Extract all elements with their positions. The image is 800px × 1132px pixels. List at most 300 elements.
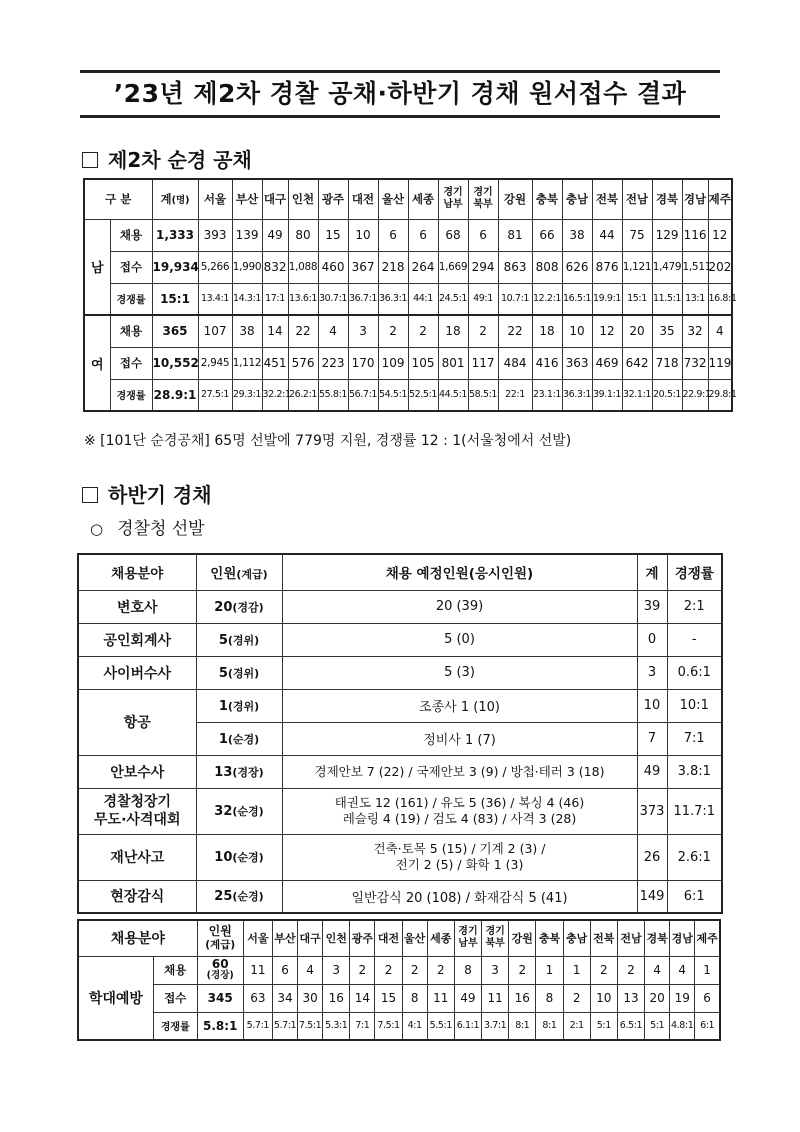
value-cell: 3.7:1	[482, 1012, 509, 1040]
count-cell: 25(순경)	[196, 880, 282, 913]
gender-cell: 남	[84, 219, 110, 315]
value-cell: 12	[592, 315, 622, 347]
value-cell: 1,112	[232, 347, 262, 379]
total-cell: 0	[637, 623, 667, 656]
section-heading-public-recruitment	[82, 144, 252, 173]
count-cell: 1(순경)	[196, 722, 282, 755]
header-count: 인원 (계급)	[197, 920, 243, 956]
value-cell: 54.5:1	[378, 379, 408, 411]
value-cell: 13:1	[682, 283, 708, 315]
rate-cell: 10:1	[667, 689, 722, 722]
value-cell: 75	[622, 219, 652, 251]
value-cell: 1	[536, 956, 563, 984]
value-cell: 4:1	[402, 1012, 427, 1040]
value-cell: 36.7:1	[348, 283, 378, 315]
table-header-row	[78, 920, 720, 956]
plan-cell: 태권도 12 (161) / 유도 5 (36) / 복싱 4 (46) 레슬링 4 (19) / 검도 4 (83) / 사격 3 (28)	[282, 788, 637, 834]
value-cell: 15	[375, 984, 402, 1012]
value-cell: 808	[532, 251, 562, 283]
header-region: 전북	[592, 179, 622, 219]
header-region: 대전	[348, 179, 378, 219]
value-cell: 10	[590, 984, 617, 1012]
value-cell: 20	[645, 984, 670, 1012]
row-label: 접수	[153, 984, 197, 1012]
value-cell: 19	[670, 984, 695, 1012]
header-region: 경기 남부	[438, 179, 468, 219]
value-cell: 63	[243, 984, 272, 1012]
plan-cell: 정비사 1 (7)	[282, 722, 637, 755]
value-cell: 35	[652, 315, 682, 347]
value-cell: 1	[695, 956, 720, 984]
value-cell: 27.5:1	[198, 379, 232, 411]
value-cell: 18	[438, 315, 468, 347]
field-cell: 학대예방	[78, 956, 153, 1040]
total-cell: 149	[637, 880, 667, 913]
header-region: 경기 북부	[468, 179, 498, 219]
header-total: 계(명)	[152, 179, 198, 219]
value-cell: 29.3:1	[232, 379, 262, 411]
value-cell: 58.5:1	[468, 379, 498, 411]
value-cell: 8:1	[509, 1012, 536, 1040]
footnote: ※ [101단 순경공채] 65명 선발에 779명 지원, 경쟁률 12 : 1(서울청에서 선발)	[84, 433, 572, 449]
header-total: 계	[637, 554, 667, 590]
value-cell: 11	[243, 956, 272, 984]
header-region: 대전	[375, 920, 402, 956]
value-cell: 20.5:1	[652, 379, 682, 411]
field-cell: 안보수사	[78, 755, 196, 788]
row-label: 채용	[110, 219, 152, 251]
value-cell: 6	[695, 984, 720, 1012]
total-cell: 39	[637, 590, 667, 623]
header-region: 울산	[378, 179, 408, 219]
total-cell: 49	[637, 755, 667, 788]
value-cell: 39.1:1	[592, 379, 622, 411]
value-cell: 7:1	[350, 1012, 375, 1040]
header-plan: 채용 예정인원(응시인원)	[282, 554, 637, 590]
value-cell: 139	[232, 219, 262, 251]
public-recruitment-table	[83, 178, 737, 412]
value-cell: 6	[272, 956, 297, 984]
value-cell: 29.8:1	[708, 379, 732, 411]
value-cell: 2:1	[563, 1012, 590, 1040]
value-cell: 460	[318, 251, 348, 283]
total-cell: 365	[152, 315, 198, 347]
value-cell: 20	[622, 315, 652, 347]
value-cell: 32	[682, 315, 708, 347]
header-region: 충남	[562, 179, 592, 219]
value-cell: 1,088	[288, 251, 318, 283]
header-region: 충남	[563, 920, 590, 956]
header-region: 서울	[198, 179, 232, 219]
header-region: 세종	[408, 179, 438, 219]
value-cell: 44	[592, 219, 622, 251]
field-cell: 항공	[78, 689, 196, 755]
value-cell: 451	[262, 347, 288, 379]
table-row	[84, 347, 732, 379]
header-region: 세종	[427, 920, 454, 956]
sub-heading: ○ 경찰청 선발	[90, 519, 205, 539]
count-cell: 20(경감)	[196, 590, 282, 623]
table-header-row	[78, 554, 722, 590]
value-cell: 2	[563, 984, 590, 1012]
header-region: 충북	[532, 179, 562, 219]
header-region: 강원	[498, 179, 532, 219]
value-cell: 2	[617, 956, 644, 984]
rate-cell: 11.7:1	[667, 788, 722, 834]
value-cell: 3	[482, 956, 509, 984]
table-row	[78, 689, 722, 722]
section-heading-text: 제2차 순경 공채	[108, 148, 252, 172]
rate-cell: 2.6:1	[667, 834, 722, 880]
header-region: 대구	[262, 179, 288, 219]
table-row	[78, 1012, 720, 1040]
value-cell: 876	[592, 251, 622, 283]
value-cell: 66	[532, 219, 562, 251]
value-cell: 626	[562, 251, 592, 283]
value-cell: 49:1	[468, 283, 498, 315]
table-row	[78, 984, 720, 1012]
header-region: 광주	[350, 920, 375, 956]
value-cell: 1,479	[652, 251, 682, 283]
value-cell: 16	[509, 984, 536, 1012]
header-region: 전북	[590, 920, 617, 956]
value-cell: 5:1	[590, 1012, 617, 1040]
value-cell: 2	[378, 315, 408, 347]
value-cell: 16	[323, 984, 350, 1012]
value-cell: 13.6:1	[288, 283, 318, 315]
value-cell: 16.5:1	[562, 283, 592, 315]
value-cell: 30.7:1	[318, 283, 348, 315]
value-cell: 3	[348, 315, 378, 347]
value-cell: 6.1:1	[454, 1012, 481, 1040]
header-region: 인천	[288, 179, 318, 219]
value-cell: 1,669	[438, 251, 468, 283]
value-cell: 2,945	[198, 347, 232, 379]
value-cell: 4	[670, 956, 695, 984]
value-cell: 2	[375, 956, 402, 984]
value-cell: 2	[590, 956, 617, 984]
value-cell: 11	[427, 984, 454, 1012]
value-cell: 5.7:1	[272, 1012, 297, 1040]
value-cell: 32.1:1	[622, 379, 652, 411]
value-cell: 218	[378, 251, 408, 283]
value-cell: 7.5:1	[375, 1012, 402, 1040]
plan-cell: 5 (3)	[282, 656, 637, 689]
rate-cell: 6:1	[667, 880, 722, 913]
value-cell: 49	[262, 219, 288, 251]
value-cell: 484	[498, 347, 532, 379]
total-cell: 10,552	[152, 347, 198, 379]
value-cell: 22:1	[498, 379, 532, 411]
value-cell: 38	[562, 219, 592, 251]
value-cell: 202	[708, 251, 732, 283]
header-region: 강원	[509, 920, 536, 956]
total-cell: 28.9:1	[152, 379, 198, 411]
value-cell: 49	[454, 984, 481, 1012]
value-cell: 15:1	[622, 283, 652, 315]
value-cell: 56.7:1	[348, 379, 378, 411]
value-cell: 2	[509, 956, 536, 984]
value-cell: 10.7:1	[498, 283, 532, 315]
field-cell: 사이버수사	[78, 656, 196, 689]
value-cell: 18	[532, 315, 562, 347]
field-cell: 변호사	[78, 590, 196, 623]
plan-cell: 조종사 1 (10)	[282, 689, 637, 722]
value-cell: 2	[350, 956, 375, 984]
value-cell: 13.4:1	[198, 283, 232, 315]
value-cell: 1,990	[232, 251, 262, 283]
value-cell: 4	[318, 315, 348, 347]
value-cell: 19.9:1	[592, 283, 622, 315]
value-cell: 4.8:1	[670, 1012, 695, 1040]
rate-cell: 0.6:1	[667, 656, 722, 689]
table-row	[78, 623, 722, 656]
header-region: 경북	[645, 920, 670, 956]
value-cell: 170	[348, 347, 378, 379]
header-region: 부산	[232, 179, 262, 219]
checkbox-square-icon	[82, 487, 98, 503]
count-cell: 5(경위)	[196, 656, 282, 689]
rate-cell: 7:1	[667, 722, 722, 755]
value-cell: 22	[288, 315, 318, 347]
value-cell: 68	[438, 219, 468, 251]
total-cell: 26	[637, 834, 667, 880]
table-row	[78, 880, 722, 913]
value-cell: 34	[272, 984, 297, 1012]
value-cell: 23.1:1	[532, 379, 562, 411]
value-cell: 264	[408, 251, 438, 283]
rate-cell: 3.8:1	[667, 755, 722, 788]
value-cell: 2	[468, 315, 498, 347]
header-category: 구 분	[84, 179, 152, 219]
header-region: 경기 남부	[454, 920, 481, 956]
value-cell: 6	[378, 219, 408, 251]
table-row	[78, 956, 720, 984]
section-heading-text: 하반기 경채	[108, 483, 212, 507]
header-count: 인원(계급)	[196, 554, 282, 590]
row-label: 경쟁률	[110, 283, 152, 315]
value-cell: 11.5:1	[652, 283, 682, 315]
value-cell: 8	[402, 984, 427, 1012]
value-cell: 2	[402, 956, 427, 984]
row-label: 접수	[110, 347, 152, 379]
total-cell: 60 (경장)	[197, 956, 243, 984]
value-cell: 294	[468, 251, 498, 283]
table-row	[78, 788, 722, 834]
value-cell: 363	[562, 347, 592, 379]
value-cell: 22	[498, 315, 532, 347]
value-cell: 576	[288, 347, 318, 379]
value-cell: 13	[617, 984, 644, 1012]
value-cell: 5.7:1	[243, 1012, 272, 1040]
value-cell: 32.2:1	[262, 379, 288, 411]
value-cell: 6	[468, 219, 498, 251]
total-cell: 19,934	[152, 251, 198, 283]
value-cell: 4	[645, 956, 670, 984]
value-cell: 801	[438, 347, 468, 379]
table-row	[84, 283, 732, 315]
field-cell: 경찰청장기 무도·사격대회	[78, 788, 196, 834]
value-cell: 81	[498, 219, 532, 251]
value-cell: 36.3:1	[378, 283, 408, 315]
value-cell: 863	[498, 251, 532, 283]
abuse-prevention-table	[77, 919, 721, 1041]
header-region: 전남	[622, 179, 652, 219]
table-row	[78, 834, 722, 880]
header-region: 울산	[402, 920, 427, 956]
total-cell: 373	[637, 788, 667, 834]
value-cell: 129	[652, 219, 682, 251]
value-cell: 832	[262, 251, 288, 283]
table-row	[84, 251, 732, 283]
row-label: 경쟁률	[153, 1012, 197, 1040]
header-region: 충북	[536, 920, 563, 956]
value-cell: 393	[198, 219, 232, 251]
total-cell: 1,333	[152, 219, 198, 251]
value-cell: 44:1	[408, 283, 438, 315]
value-cell: 119	[708, 347, 732, 379]
header-region: 부산	[272, 920, 297, 956]
table-row	[84, 315, 732, 347]
value-cell: 14	[350, 984, 375, 1012]
value-cell: 36.3:1	[562, 379, 592, 411]
field-cell: 현장감식	[78, 880, 196, 913]
field-cell: 공인회계사	[78, 623, 196, 656]
value-cell: 14.3:1	[232, 283, 262, 315]
value-cell: 5:1	[645, 1012, 670, 1040]
row-label: 접수	[110, 251, 152, 283]
value-cell: 109	[378, 347, 408, 379]
header-field: 채용분야	[78, 920, 197, 956]
value-cell: 367	[348, 251, 378, 283]
value-cell: 5.5:1	[427, 1012, 454, 1040]
value-cell: 2	[408, 315, 438, 347]
value-cell: 8	[454, 956, 481, 984]
row-label: 채용	[153, 956, 197, 984]
value-cell: 5.3:1	[323, 1012, 350, 1040]
table-row	[84, 379, 732, 411]
table-row	[78, 590, 722, 623]
header-field: 채용분야	[78, 554, 196, 590]
total-cell: 7	[637, 722, 667, 755]
plan-cell: 20 (39)	[282, 590, 637, 623]
value-cell: 24.5:1	[438, 283, 468, 315]
value-cell: 44.5:1	[438, 379, 468, 411]
total-cell: 3	[637, 656, 667, 689]
value-cell: 8	[536, 984, 563, 1012]
value-cell: 16.8:1	[708, 283, 732, 315]
header-region: 서울	[243, 920, 272, 956]
table-row	[84, 219, 732, 251]
value-cell: 10	[348, 219, 378, 251]
value-cell: 52.5:1	[408, 379, 438, 411]
value-cell: 6	[408, 219, 438, 251]
count-cell: 13(경장)	[196, 755, 282, 788]
value-cell: 6:1	[695, 1012, 720, 1040]
rate-cell: 2:1	[667, 590, 722, 623]
value-cell: 105	[408, 347, 438, 379]
value-cell: 469	[592, 347, 622, 379]
value-cell: 718	[652, 347, 682, 379]
header-region: 대구	[298, 920, 323, 956]
value-cell: 223	[318, 347, 348, 379]
value-cell: 4	[298, 956, 323, 984]
value-cell: 10	[562, 315, 592, 347]
gender-cell: 여	[84, 315, 110, 411]
table-row	[78, 656, 722, 689]
table-row	[78, 755, 722, 788]
value-cell: 22.9:1	[682, 379, 708, 411]
header-region: 경남	[670, 920, 695, 956]
value-cell: 117	[468, 347, 498, 379]
value-cell: 416	[532, 347, 562, 379]
header-region: 경기 북부	[482, 920, 509, 956]
header-region: 제주	[708, 179, 732, 219]
plan-cell: 일반감식 20 (108) / 화재감식 5 (41)	[282, 880, 637, 913]
special-recruitment-table	[77, 553, 723, 914]
value-cell: 3	[323, 956, 350, 984]
value-cell: 80	[288, 219, 318, 251]
field-cell: 재난사고	[78, 834, 196, 880]
header-region: 전남	[617, 920, 644, 956]
row-label: 채용	[110, 315, 152, 347]
plan-cell: 경제안보 7 (22) / 국제안보 3 (9) / 방첩·테러 3 (18)	[282, 755, 637, 788]
header-region: 광주	[318, 179, 348, 219]
value-cell: 26.2:1	[288, 379, 318, 411]
total-cell: 345	[197, 984, 243, 1012]
header-region: 제주	[695, 920, 720, 956]
value-cell: 5,266	[198, 251, 232, 283]
count-cell: 10(순경)	[196, 834, 282, 880]
header-region: 경북	[652, 179, 682, 219]
value-cell: 732	[682, 347, 708, 379]
header-rate: 경쟁률	[667, 554, 722, 590]
value-cell: 1,121	[622, 251, 652, 283]
count-cell: 32(순경)	[196, 788, 282, 834]
table-header-row	[84, 179, 732, 219]
value-cell: 107	[198, 315, 232, 347]
total-cell: 5.8:1	[197, 1012, 243, 1040]
value-cell: 15	[318, 219, 348, 251]
total-cell: 15:1	[152, 283, 198, 315]
value-cell: 30	[298, 984, 323, 1012]
circle-bullet-icon: ○	[90, 520, 104, 538]
value-cell: 11	[482, 984, 509, 1012]
count-cell: 5(경위)	[196, 623, 282, 656]
total-cell: 10	[637, 689, 667, 722]
document-title: ’23년 제2차 경찰 공채·하반기 경채 원서접수 결과	[80, 70, 720, 118]
row-label: 경쟁률	[110, 379, 152, 411]
rate-cell: -	[667, 623, 722, 656]
value-cell: 642	[622, 347, 652, 379]
value-cell: 7.5:1	[298, 1012, 323, 1040]
header-region: 경남	[682, 179, 708, 219]
value-cell: 12.2:1	[532, 283, 562, 315]
value-cell: 116	[682, 219, 708, 251]
value-cell: 6.5:1	[617, 1012, 644, 1040]
value-cell: 12	[708, 219, 732, 251]
plan-cell: 건축·토목 5 (15) / 기계 2 (3) / 전기 2 (5) / 화학 1 (3)	[282, 834, 637, 880]
value-cell: 14	[262, 315, 288, 347]
value-cell: 38	[232, 315, 262, 347]
header-region: 인천	[323, 920, 350, 956]
value-cell: 8:1	[536, 1012, 563, 1040]
value-cell: 1	[563, 956, 590, 984]
count-cell: 1(경위)	[196, 689, 282, 722]
plan-cell: 5 (0)	[282, 623, 637, 656]
value-cell: 55.8:1	[318, 379, 348, 411]
value-cell: 2	[427, 956, 454, 984]
